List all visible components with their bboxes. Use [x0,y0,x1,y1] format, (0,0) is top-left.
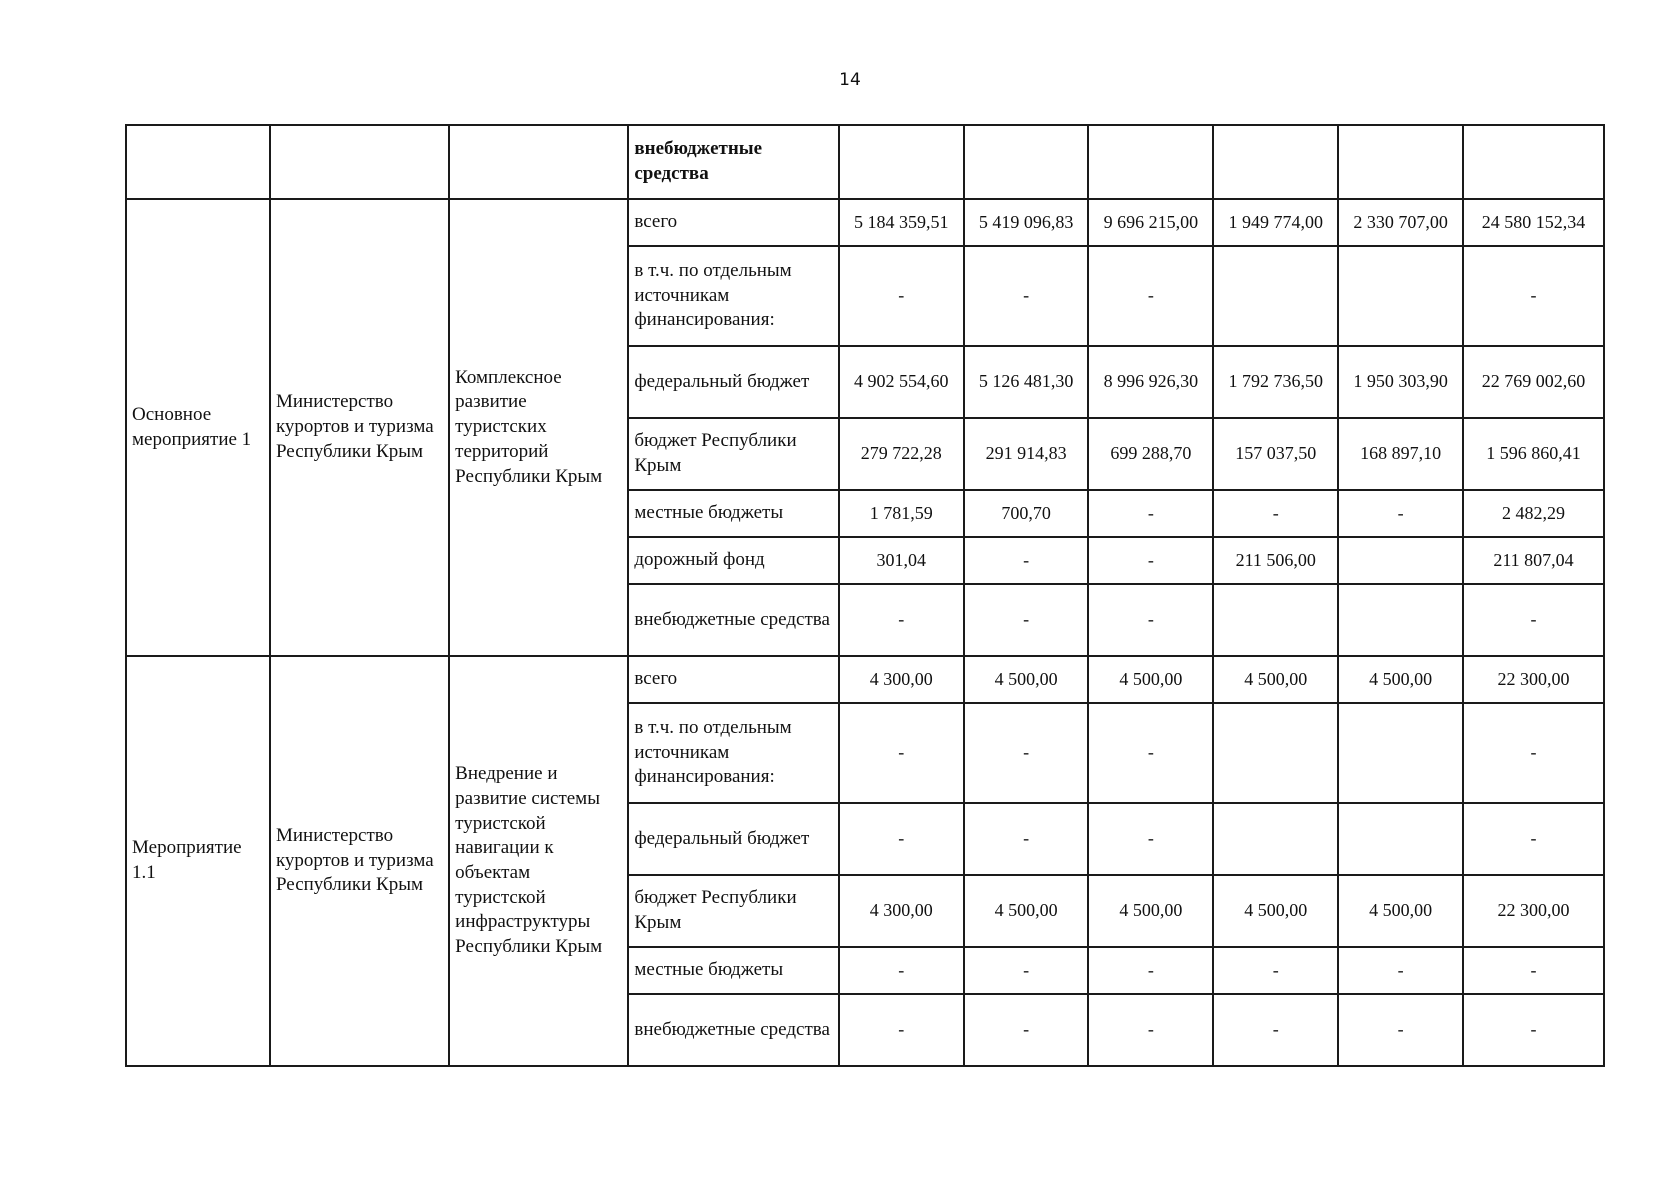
value-cell: - [1088,537,1213,584]
value-cell: - [1088,803,1213,875]
financing-table [125,124,1605,1067]
table-cell [126,125,270,199]
value-cell: - [1088,584,1213,656]
total-value-cell: 2 482,29 [1463,490,1604,537]
table-cell [1088,125,1213,199]
value-cell: 5 126 481,30 [964,346,1089,418]
value-cell: 168 897,10 [1338,418,1463,490]
total-value-cell: - [1463,994,1604,1066]
funding-source-cell: местные бюджеты [628,947,838,994]
total-value-cell: 22 300,00 [1463,656,1604,703]
table-cell [449,125,628,199]
value-cell: - [964,584,1089,656]
value-cell: 1 950 303,90 [1338,346,1463,418]
table-cell [964,125,1089,199]
table-row [126,199,1604,246]
total-value-cell: - [1463,947,1604,994]
value-cell: - [964,803,1089,875]
total-value-cell: 22 769 002,60 [1463,346,1604,418]
table-cell [1338,125,1463,199]
executor-cell: Министерство курортов и туризма Республики Крым [270,199,449,656]
value-cell [1338,803,1463,875]
value-cell: - [1213,490,1338,537]
value-cell: - [1338,994,1463,1066]
value-cell: - [1088,947,1213,994]
table-cell [839,125,964,199]
total-value-cell: 211 807,04 [1463,537,1604,584]
value-cell: - [839,994,964,1066]
value-cell: 279 722,28 [839,418,964,490]
value-cell: 5 419 096,83 [964,199,1089,246]
value-cell: - [964,703,1089,803]
event-title-cell: Внедрение и развитие системы туристской навигации к объектам туристской инфраструктуры Республики Крым [449,656,628,1066]
table-row [126,656,1604,703]
value-cell: - [1338,947,1463,994]
value-cell: 211 506,00 [1213,537,1338,584]
funding-source-cell: в т.ч. по отдельным источникам финансирования: [628,246,838,346]
value-cell [1213,803,1338,875]
value-cell: - [839,584,964,656]
value-cell: 4 300,00 [839,656,964,703]
value-cell [1338,246,1463,346]
event-name-cell: Основное мероприятие 1 [126,199,270,656]
value-cell: 291 914,83 [964,418,1089,490]
value-cell [1338,537,1463,584]
value-cell: 4 500,00 [1213,656,1338,703]
funding-source-cell: дорожный фонд [628,537,838,584]
value-cell: 157 037,50 [1213,418,1338,490]
total-value-cell: 1 596 860,41 [1463,418,1604,490]
event-name-cell: Мероприятие 1.1 [126,656,270,1066]
value-cell: 699 288,70 [1088,418,1213,490]
value-cell [1338,703,1463,803]
table-row [126,125,1604,199]
value-cell: 700,70 [964,490,1089,537]
value-cell: - [839,246,964,346]
total-value-cell: - [1463,703,1604,803]
value-cell: 8 996 926,30 [1088,346,1213,418]
value-cell: 1 792 736,50 [1213,346,1338,418]
value-cell [1213,246,1338,346]
funding-source-cell: в т.ч. по отдельным источникам финансирования: [628,703,838,803]
funding-source-cell: всего [628,199,838,246]
event-title-cell: Комплексное развитие туристских территорий Республики Крым [449,199,628,656]
value-cell: 5 184 359,51 [839,199,964,246]
value-cell: - [1338,490,1463,537]
table-cell [270,125,449,199]
value-cell: - [1213,994,1338,1066]
value-cell: 9 696 215,00 [1088,199,1213,246]
value-cell: 1 781,59 [839,490,964,537]
value-cell: - [839,803,964,875]
value-cell: 4 500,00 [964,875,1089,947]
value-cell: 301,04 [839,537,964,584]
funding-source-cell: федеральный бюджет [628,803,838,875]
value-cell [1213,703,1338,803]
total-value-cell: 22 300,00 [1463,875,1604,947]
funding-source-cell: внебюджетные средства [628,584,838,656]
funding-source-cell: внебюджетные средства [628,994,838,1066]
total-value-cell: - [1463,584,1604,656]
value-cell: 4 500,00 [1213,875,1338,947]
value-cell: 4 300,00 [839,875,964,947]
total-value-cell: - [1463,803,1604,875]
value-cell: 4 500,00 [1338,656,1463,703]
value-cell: - [964,947,1089,994]
funding-source-cell: местные бюджеты [628,490,838,537]
value-cell: 4 500,00 [1338,875,1463,947]
value-cell: - [1088,703,1213,803]
value-cell: - [1088,490,1213,537]
value-cell: 4 500,00 [1088,656,1213,703]
value-cell: - [1088,994,1213,1066]
value-cell: 1 949 774,00 [1213,199,1338,246]
value-cell [1338,584,1463,656]
value-cell: - [964,537,1089,584]
executor-cell: Министерство курортов и туризма Республики Крым [270,656,449,1066]
value-cell: 4 500,00 [964,656,1089,703]
value-cell: - [1088,246,1213,346]
funding-source-cell: федеральный бюджет [628,346,838,418]
value-cell: 4 902 554,60 [839,346,964,418]
page-number: 14 [839,70,861,90]
funding-source-cell: всего [628,656,838,703]
total-value-cell: - [1463,246,1604,346]
value-cell: 2 330 707,00 [1338,199,1463,246]
value-cell: 4 500,00 [1088,875,1213,947]
total-value-cell: 24 580 152,34 [1463,199,1604,246]
funding-source-cell: бюджет Республики Крым [628,418,838,490]
value-cell: - [839,947,964,994]
value-cell: - [964,246,1089,346]
funding-source-cell: внебюджетные средства [628,125,838,199]
value-cell: - [839,703,964,803]
value-cell: - [1213,947,1338,994]
table-cell [1463,125,1604,199]
funding-source-cell: бюджет Республики Крым [628,875,838,947]
table-cell [1213,125,1338,199]
value-cell: - [964,994,1089,1066]
value-cell [1213,584,1338,656]
